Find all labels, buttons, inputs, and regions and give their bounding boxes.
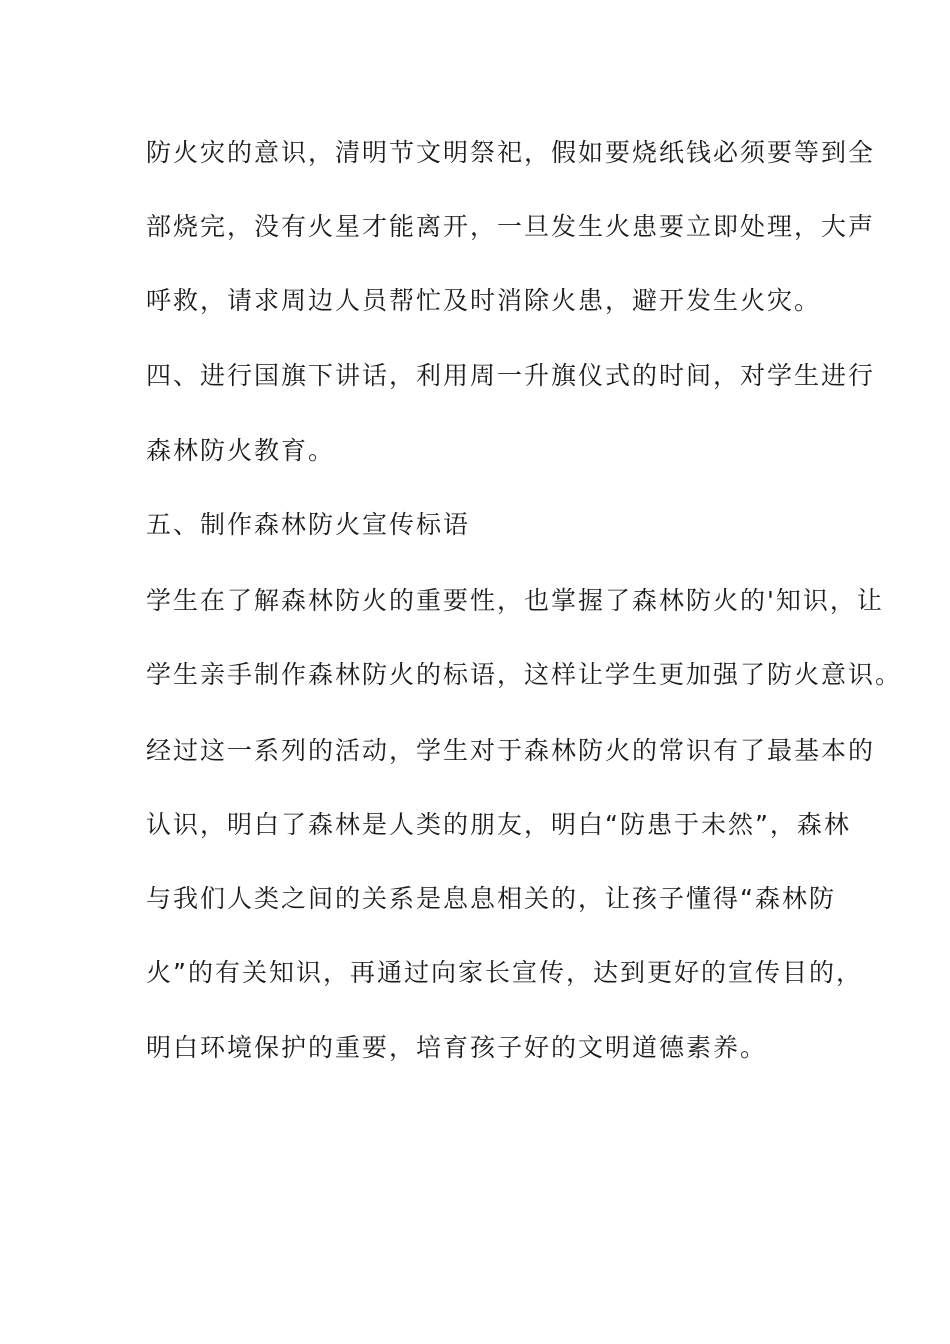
text-line: 防火灾的意识，清明节文明祭祀，假如要烧纸钱必须要等到全 [146,138,876,167]
text-line: 部烧完，没有火星才能离开，一旦发生火患要立即处理，大声 [146,212,876,241]
text-line: 呼救，请求周边人员帮忙及时消除火患，避开发生火灾。 [146,286,822,315]
text-line: 经过这一系列的活动，学生对于森林防火的常识有了最基本的 [146,736,876,765]
text-line: 学生在了解森林防火的重要性，也掌握了森林防火的'知识，让 [146,586,884,615]
text-line: 森林防火教育。 [146,436,336,465]
text-line: 火”的有关知识，再通过向家长宣传，达到更好的宣传目的， [146,958,863,987]
text-line: 明白环境保护的重要，培育孩子好的文明道德素养。 [146,1033,768,1062]
section-heading-4: 四、进行国旗下讲话，利用周一升旗仪式的时间，对学生进行 [146,361,876,390]
text-line: 认识，明白了森林是人类的朋友，明白“防患于未然”，森林 [146,810,851,839]
section-heading-5: 五、制作森林防火宣传标语 [146,510,471,539]
text-line: 与我们人类之间的关系是息息相关的，让孩子懂得“森林防 [146,884,836,913]
text-line: 学生亲手制作森林防火的标语，这样让学生更加强了防火意识。 [146,660,903,689]
